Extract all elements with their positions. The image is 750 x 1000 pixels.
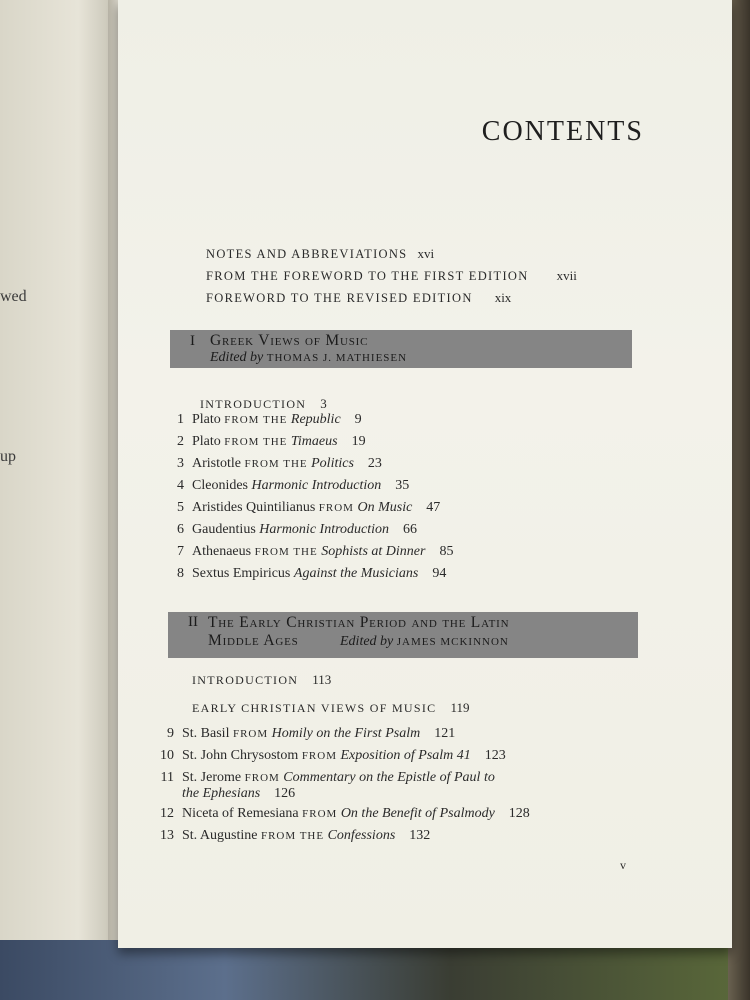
toc-entry: 10 St. John Chrysostom FROM Exposition of Psalm 41 123: [160, 748, 506, 763]
left-page-fragment: up: [0, 448, 16, 465]
toc-entry: 12 Niceta of Remesiana FROM On the Benefit of Psalmody 128: [160, 806, 530, 821]
part-one-header: I Greek Views of Music Edited by THOMAS J. MATHIESEN: [170, 330, 632, 368]
toc-entry: 1 Plato FROM THE Republic 9: [177, 412, 362, 427]
toc-entry: 13 St. Augustine FROM THE Confessions 132: [160, 828, 431, 843]
toc-entry: 2 Plato FROM THE Timaeus 19: [177, 434, 366, 449]
toc-entry: 8 Sextus Empiricus Against the Musicians 94: [177, 566, 447, 581]
left-page-fragment: wed: [0, 288, 27, 305]
toc-entry: 3 Aristotle FROM THE Politics 23: [177, 456, 382, 471]
section-heading: EARLY CHRISTIAN VIEWS OF MUSIC 119: [192, 700, 470, 715]
page-number: v: [620, 858, 626, 872]
background-fabric: [0, 940, 750, 1000]
toc-entry: 7 Athenaeus FROM THE Sophists at Dinner 85: [177, 544, 454, 559]
toc-entry: 11 St. Jerome FROM Commentary on the Epistle of Paul to: [160, 770, 495, 785]
part-one-introduction: INTRODUCTION 3: [200, 396, 327, 411]
part-two-header: II The Early Christian Period and the Latin Middle Ages Edited by JAMES MCKINNON: [168, 612, 638, 658]
toc-entry: 9 St. Basil FROM Homily on the First Psalm 121: [167, 726, 456, 741]
part-two-editor: Edited by JAMES MCKINNON: [340, 634, 509, 649]
toc-entry-continuation: the Ephesians 126: [182, 786, 296, 801]
page-title: CONTENTS: [481, 116, 644, 147]
contents-page: [118, 0, 732, 948]
front-matter-item: NOTES AND ABBREVIATIONS xvi: [206, 246, 435, 261]
front-matter-item: FOREWORD TO THE REVISED EDITION xix: [206, 290, 512, 305]
part-two-introduction: INTRODUCTION 113: [192, 672, 332, 687]
part-one-editor: Edited by THOMAS J. MATHIESEN: [210, 350, 408, 365]
left-page: [0, 0, 112, 1000]
toc-entry: 6 Gaudentius Harmonic Introduction 66: [177, 522, 418, 537]
toc-entry: 5 Aristides Quintilianus FROM On Music 47: [177, 500, 441, 515]
front-matter-item: FROM THE FOREWORD TO THE FIRST EDITION xvii: [206, 268, 577, 283]
toc-entry: 4 Cleonides Harmonic Introduction 35: [177, 478, 410, 493]
